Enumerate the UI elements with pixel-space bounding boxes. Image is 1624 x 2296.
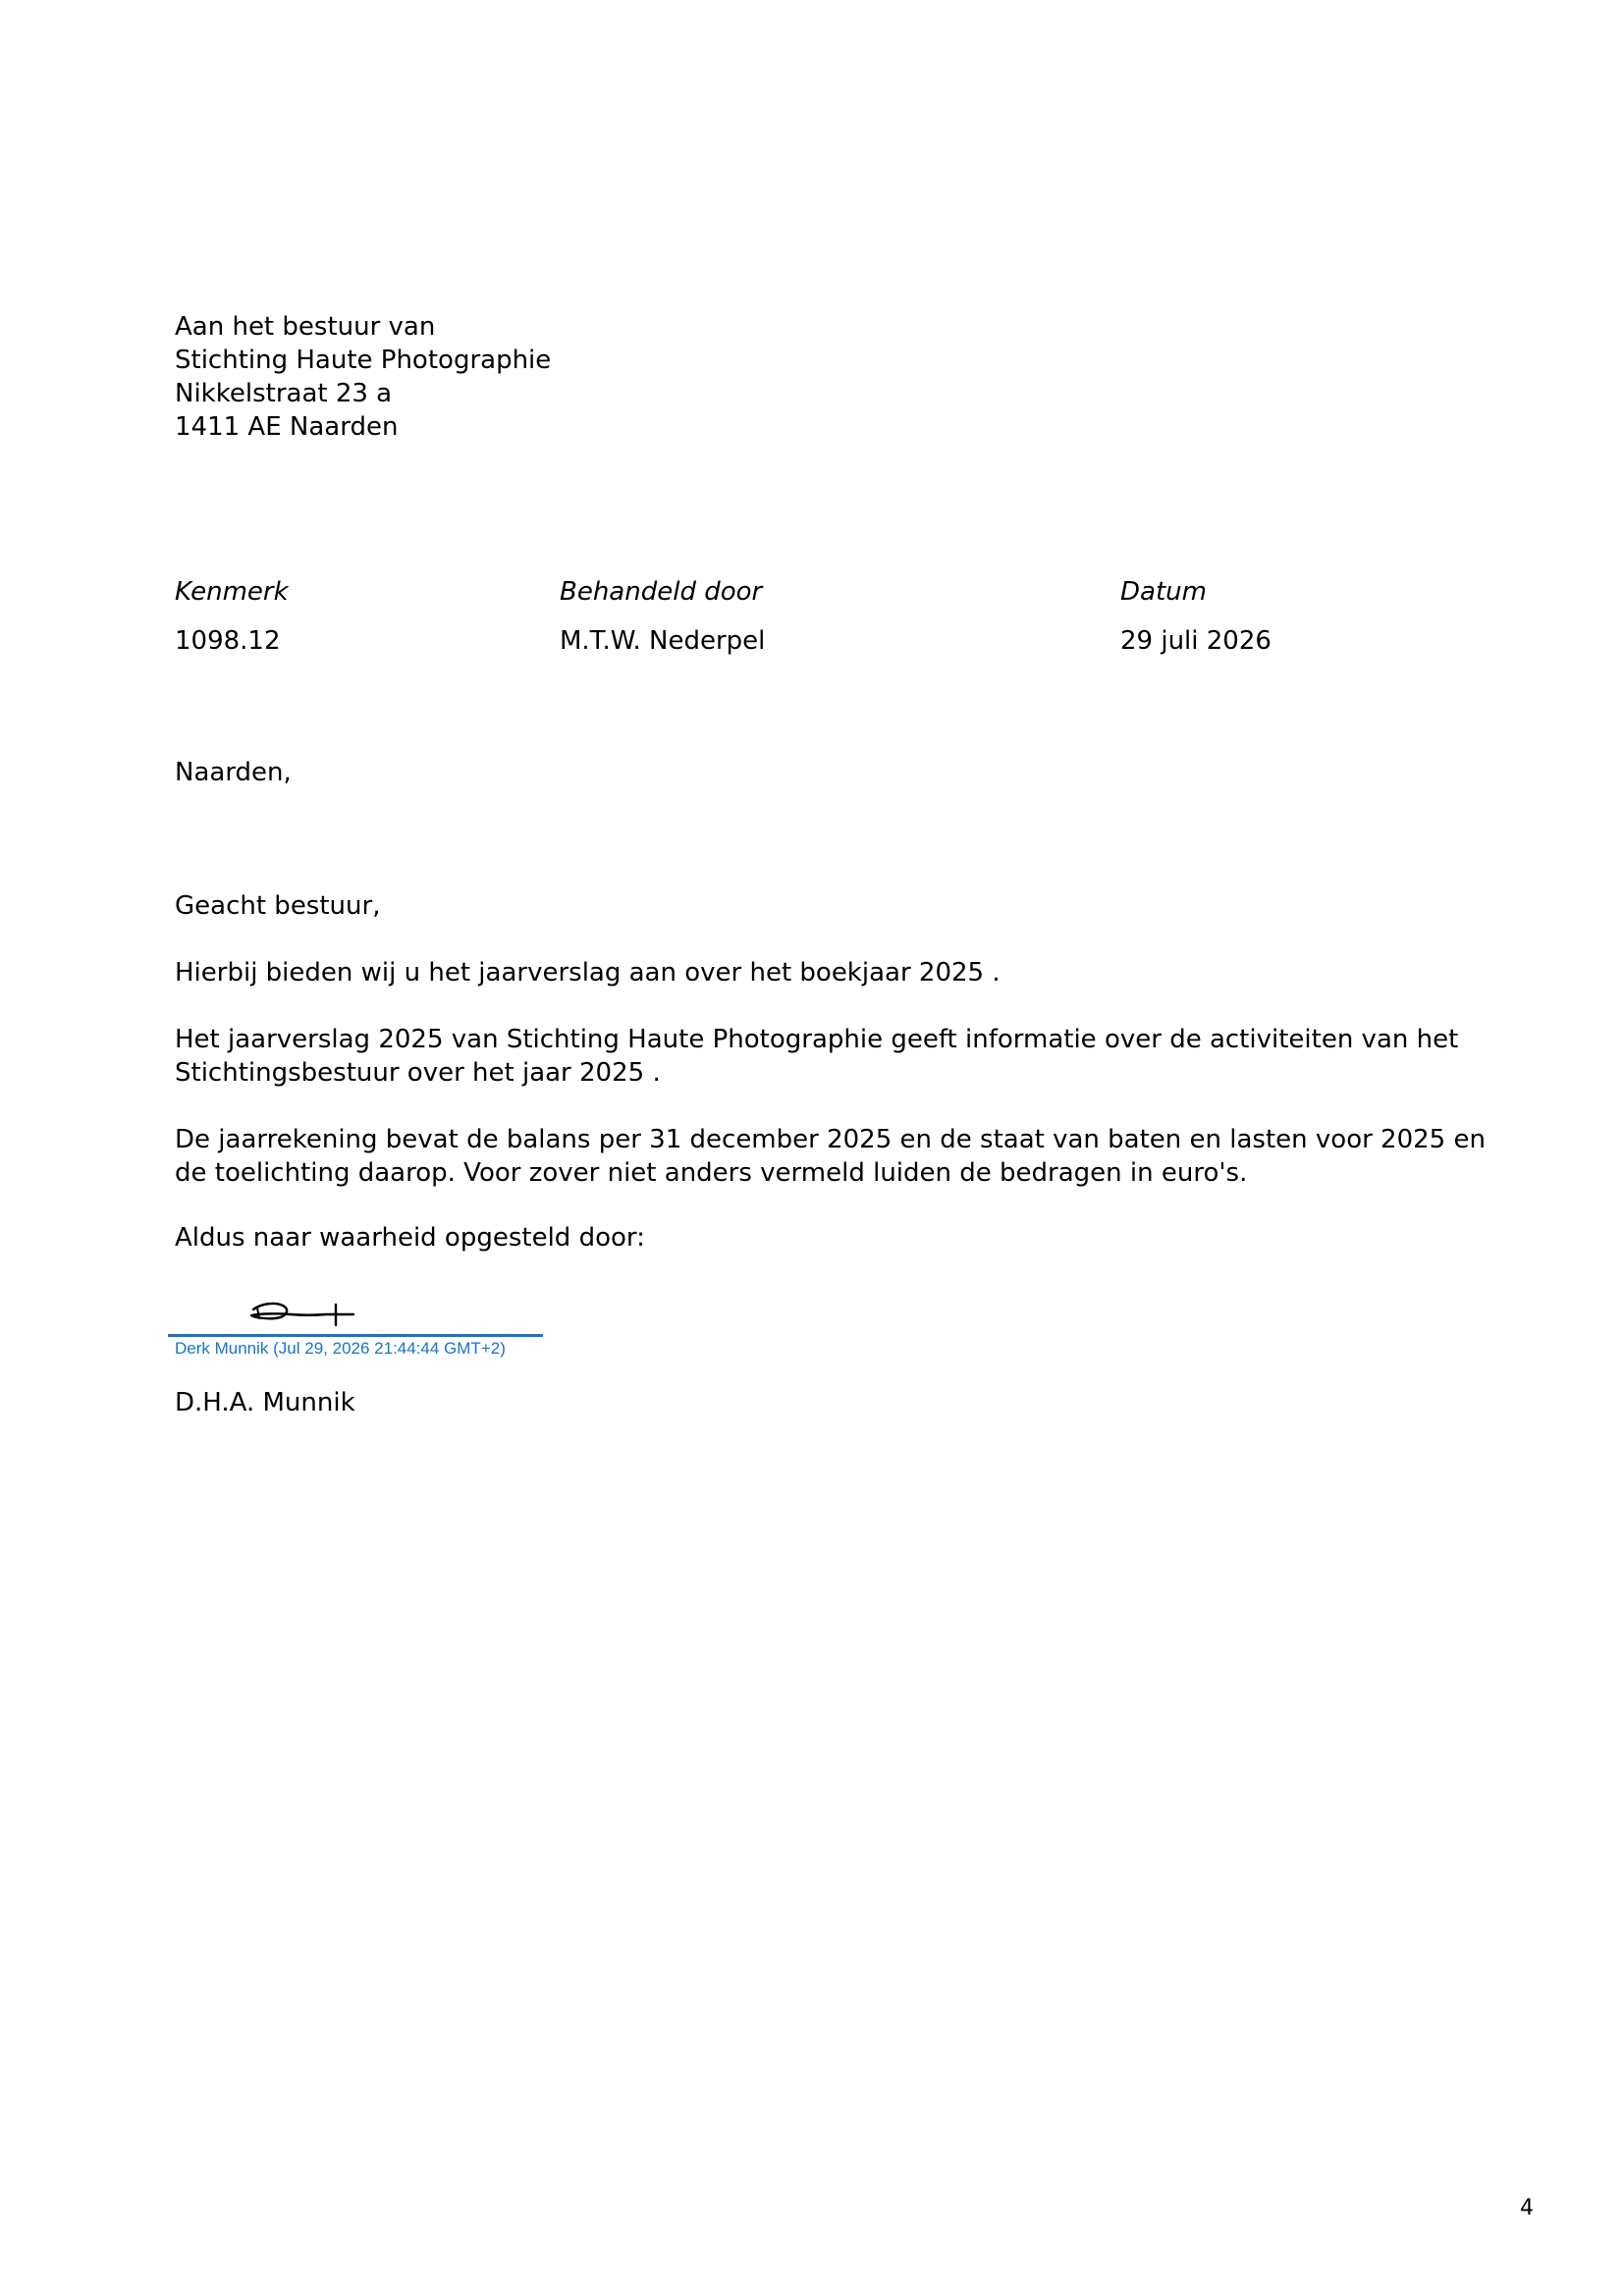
recipient-line-2: Stichting Haute Photographie	[175, 346, 552, 375]
recipient-line-1: Aan het bestuur van	[175, 312, 436, 342]
behandeld-door-label: Behandeld door	[560, 577, 763, 607]
signature-block	[168, 1288, 543, 1359]
signer-name: D.H.A. Munnik	[175, 1388, 355, 1417]
recipient-line-3: Nikkelstraat 23 a	[175, 379, 393, 408]
signature-metadata: Derk Munnik (Jul 29, 2026 21:44:44 GMT+2)	[175, 1339, 506, 1358]
paragraph-offer: Hierbij bieden wij u het jaarverslag aan over het boekjaar 2025 .	[175, 958, 1001, 988]
handwritten-signature-icon	[242, 1294, 359, 1329]
signature-underline	[168, 1334, 543, 1337]
closing-line: Aldus naar waarheid opgesteld door:	[175, 1223, 645, 1253]
kenmerk-value: 1098.12	[175, 626, 281, 656]
behandeld-door-value: M.T.W. Nederpel	[560, 626, 766, 656]
kenmerk-label: Kenmerk	[175, 577, 289, 607]
recipient-address	[175, 310, 551, 444]
city-line: Naarden,	[175, 758, 292, 787]
datum-label: Datum	[1120, 577, 1207, 607]
paragraph-annual-report: Het jaarverslag 2025 van Stichting Haute Photographie geeft informatie over de activiteiten van het Stichtingsbestuur over het jaar 2025 .	[175, 1025, 1459, 1088]
paragraph-financial-statements: De jaarrekening bevat de balans per 31 december 2025 en de staat van baten en lasten voor 2025 en de toelichting daarop. Voor zover niet anders vermeld luiden de bedragen in euro's.	[175, 1125, 1486, 1188]
datum-value: 29 juli 2026	[1120, 626, 1272, 656]
recipient-line-4: 1411 AE Naarden	[175, 412, 399, 442]
salutation: Geacht bestuur,	[175, 891, 381, 921]
page-number: 4	[1520, 2196, 1534, 2220]
